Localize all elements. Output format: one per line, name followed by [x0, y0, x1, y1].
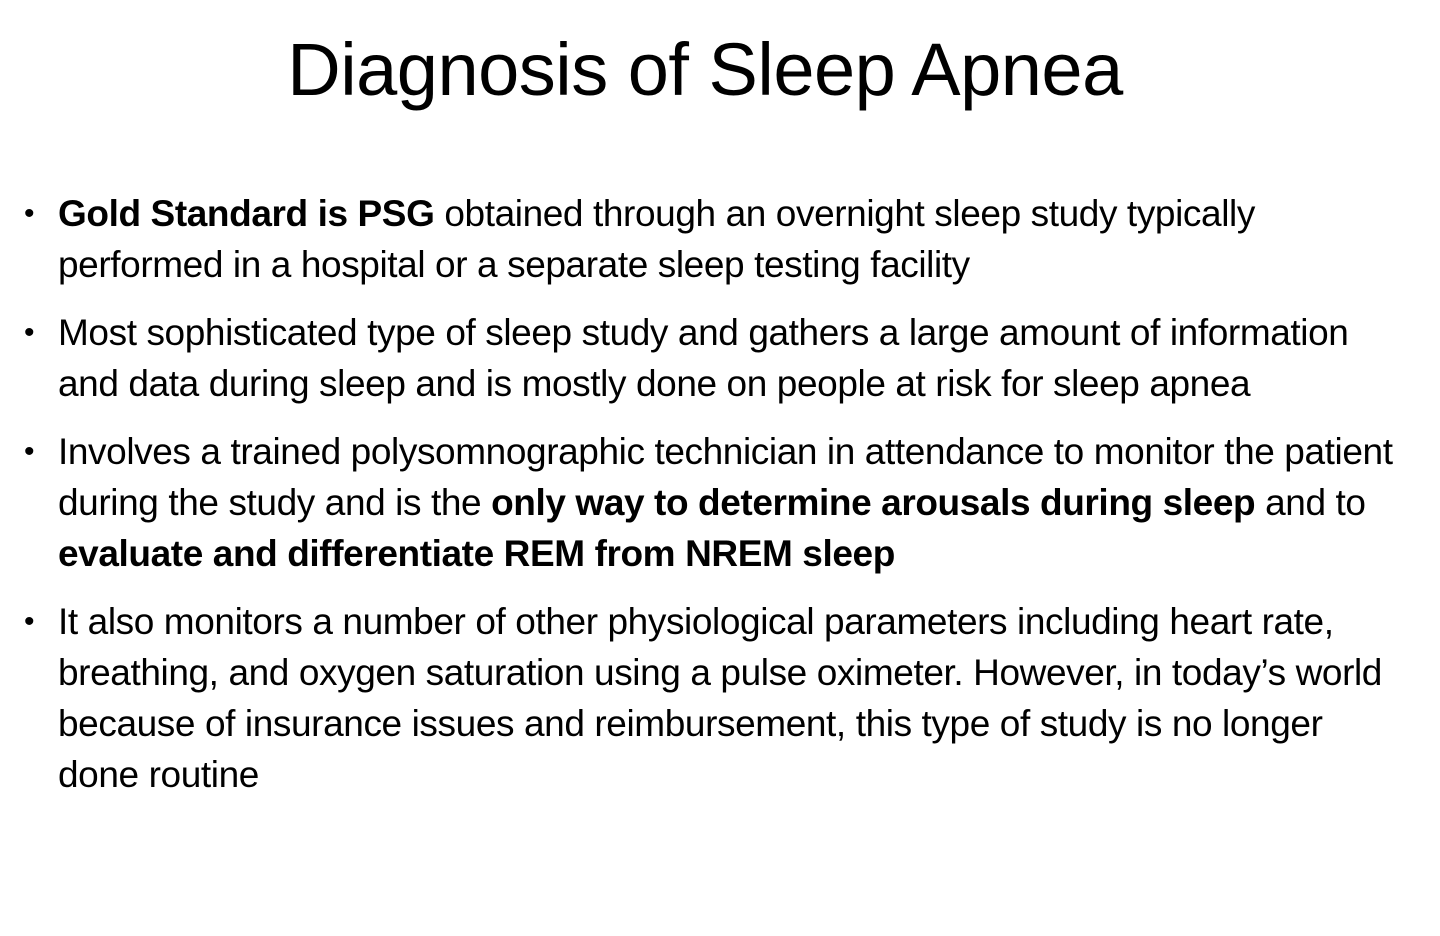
bullet-marker: •: [24, 605, 35, 638]
bullet-list: [0, 188, 1440, 817]
bullet-text: It also monitors a number of other physiological parameters including heart rate, breathing, and oxygen saturation using a pulse oximeter. However, in today’s world because of insurance issues and reimbursement, this type of study is no longer done routine: [58, 601, 1382, 795]
bullet-item: [0, 596, 1440, 800]
bullet-text-bold: evaluate and differentiate REM from NREM sleep: [58, 533, 895, 574]
bullet-item: [0, 426, 1440, 579]
bullet-text-bold: Gold Standard is PSG: [58, 193, 435, 234]
bullet-text-bold: only way to determine arousals during sleep: [491, 482, 1256, 523]
bullet-item: [0, 188, 1440, 290]
bullet-text: Most sophisticated type of sleep study and gathers a large amount of information and data during sleep and is mostly done on people at risk for sleep apnea: [58, 312, 1349, 404]
bullet-marker: •: [24, 435, 35, 468]
bullet-text: and to: [1255, 482, 1366, 523]
bullet-item: [0, 307, 1440, 409]
bullet-text: obtained through an overnight sleep study typically performed in a hospital or a separate sleep testing facility: [58, 193, 1255, 285]
bullet-marker: •: [24, 197, 35, 230]
bullet-text: Involves a trained polysomnographic technician in attendance to monitor the patient during the study and is the: [58, 431, 1393, 523]
slide-title: Diagnosis of Sleep Apnea: [287, 28, 1123, 111]
bullet-marker: •: [24, 316, 35, 349]
